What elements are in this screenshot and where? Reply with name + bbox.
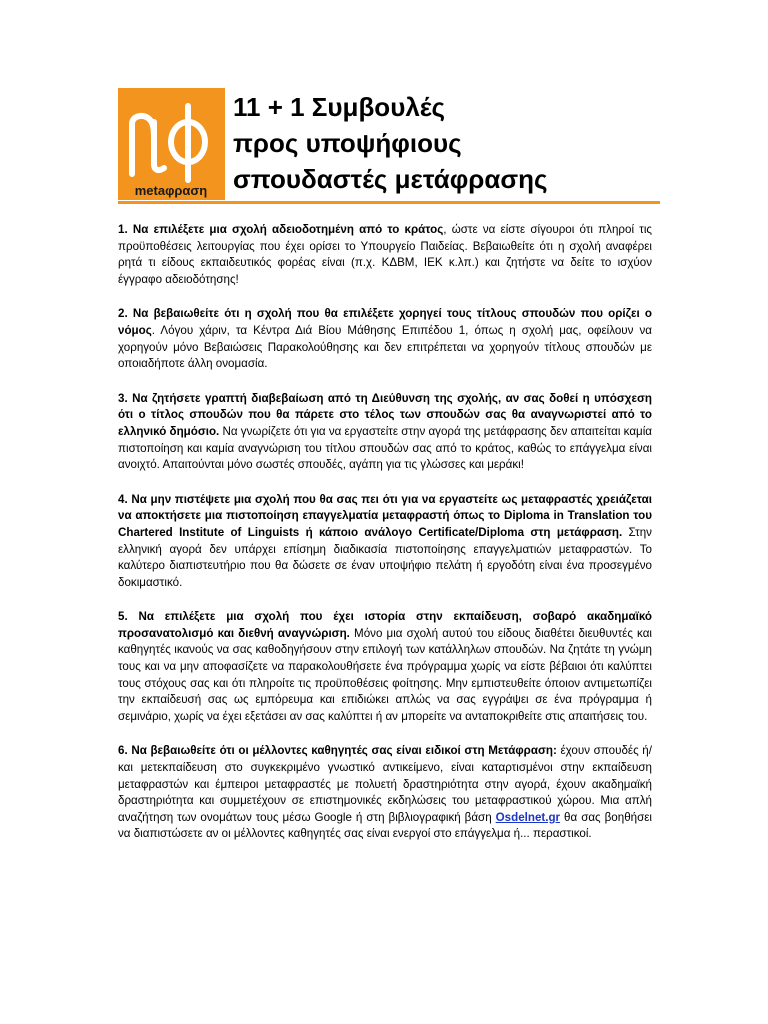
tip-5-heading: 5. Να επιλέξετε μια σχολή που έχει ιστορία στην εκπαίδευση, σοβαρό ακαδημαϊκό προσανατολισμό και διεθνή αναγνώριση.	[118, 610, 652, 640]
logo-mark-icon	[118, 88, 225, 200]
tip-2-heading: 2. Να βεβαιωθείτε ότι η σχολή που θα επιλέξετε χορηγεί τους τίτλους σπουδών που ορίζει ο νόμος	[118, 307, 652, 337]
tip-4	[118, 492, 652, 592]
tip-6	[118, 743, 652, 843]
tip-6-tail: θα σας βοηθήσει να διαπιστώσετε αν οι μέλλοντες καθηγητές σας είναι ενεργοί στο επάγγελμα ή... περαστικοί.	[118, 810, 652, 841]
tips-list	[118, 222, 652, 861]
tip-1	[118, 222, 652, 288]
document-title	[233, 89, 548, 197]
title-line-2: προς υποψήφιους	[233, 128, 462, 158]
tip-3-heading: 3. Να ζητήσετε γραπτή διαβεβαίωση από τη Διεύθυνση της σχολής, αν σας δοθεί η υπόσχεση ότι ο τίτλος σπουδών που θα πάρετε στο τέλος των σπουδών σας θα αναγνωριστεί από το ελληνικό δημόσιο.	[118, 391, 652, 438]
tip-6-heading: 6. Να βεβαιωθείτε ότι οι μέλλοντες καθηγητές σας είναι ειδικοί στη Μετάφραση:	[118, 744, 557, 758]
osdelnet-link[interactable]: Osdelnet.gr	[495, 810, 561, 824]
tip-4-heading: 4. Να μην πιστέψετε μια σχολή που θα σας πει ότι για να εργαστείτε ως μεταφραστές χρειάζεται να αποκτήσετε μια πιστοποίηση επαγγελματία μεταφραστή όπως το Diploma in Translation του Chartered Institute of Linguists ή κάποιο ανάλογο Certificate/Diploma στη μετάφραση.	[118, 492, 652, 539]
title-line-1: 11 + 1 Συμβουλές	[233, 92, 446, 122]
tip-1-heading: 1. Να επιλέξετε μια σχολή αδειοδοτημένη από το κράτος	[118, 223, 444, 236]
metafrasi-logo	[118, 88, 225, 200]
tip-5-body: Μόνο μια σχολή αυτού του είδους διαθέτει διευθυντές και καθηγητές ικανούς να σας καθοδηγήσουν στην επιλογή των κατάλληλων σπουδών. Να ζητάτε τη γνώμη τους και να μην αποφασίζετε να παρακολουθήσετε ένα πρόγραμμα χωρίς να είστε βέβαιοι ότι καλύπτει τους στόχους σας και ότι πληροίτε τις προϋποθέσεις φοίτησης. Μην εμπιστευθείτε όποιον αντιμετωπίζει την εκπαίδευσή σας ως εμπόρευμα και επιδιώκει απλώς να σας εγγράψει σε ένα πρόγραμμα ή σεμινάριο, χωρίς να έχει εξετάσει αν σας καλύπτει ή αν μπορείτε να ανταποκριθείτε στις απαιτήσεις του.	[118, 626, 652, 723]
header-divider	[118, 201, 660, 204]
tip-3	[118, 391, 652, 474]
tip-3-body: Να γνωρίζετε ότι για να εργαστείτε στην αγορά της μετάφρασης δεν απαιτείται καμία πιστοποίηση και καμία αναγνώριση του τίτλου σπουδών σας από το κράτος, καθώς το επάγγελμα είναι ανοιχτό. Απαιτούνται μόνο σωστές σπουδές, αγάπη για τις γλώσσες και μεράκι!	[118, 424, 652, 472]
logo-text: metaφραση	[134, 183, 208, 198]
tip-6-body: έχουν σπουδές ή/και μετεκπαίδευση στο συγκεκριμένο γνωστικό αντικείμενο, είναι καταρτισμένοι στην εκπαίδευση μεταφραστών και έμπειροι μεταφραστές με πολυετή δραστηριότητα στην αγορά, έχουν ακαδημαϊκή δραστηριότητα και συμμετέχουν σε επιστημονικές εκδηλώσεις του μεταφραστικού χώρου. Μια απλή αναζήτηση των ονομάτων τους μέσω Google ή στη βιβλιογραφική βάση	[118, 744, 652, 824]
tip-1-body: , ώστε να είστε σίγουροι ότι πληροί τις προϋποθέσεις λειτουργίας που έχει ορίσει το Υπουργείο Παιδείας. Βεβαιωθείτε ότι η σχολή αναφέρει ρητά τι είδους εκπαιδευτικός φορέας είναι (π.χ. ΚΔΒΜ, ΙΕΚ κ.λπ.) και ζητήστε να δείτε το ισχύον έγγραφο αδειοδότησης!	[118, 223, 652, 286]
tip-5	[118, 609, 652, 725]
tip-4-body: Στην ελληνική αγορά δεν υπάρχει επίσημη διαδικασία πιστοποίησης επαγγελματιών μεταφραστών. Το καλύτερο διαπιστευτήριο που θα δώσετε σε έναν υποψήφιο πελάτη ή εργοδότη είναι ένα προσεγμένο δοκιμαστικό.	[118, 525, 652, 589]
tip-2	[118, 306, 652, 372]
title-line-3: σπουδαστές μετάφρασης	[233, 164, 548, 194]
tip-2-body: . Λόγου χάριν, τα Κέντρα Διά Βίου Μάθησης Επιπέδου 1, όπως η σχολή μας, οφείλουν να χορηγούν μόνο Βεβαιώσεις Παρακολούθησης και δεν επιτρέπεται να χορηγούν τίτλους σπουδών με οποιαδήποτε άλλη ονομασία.	[118, 323, 652, 371]
